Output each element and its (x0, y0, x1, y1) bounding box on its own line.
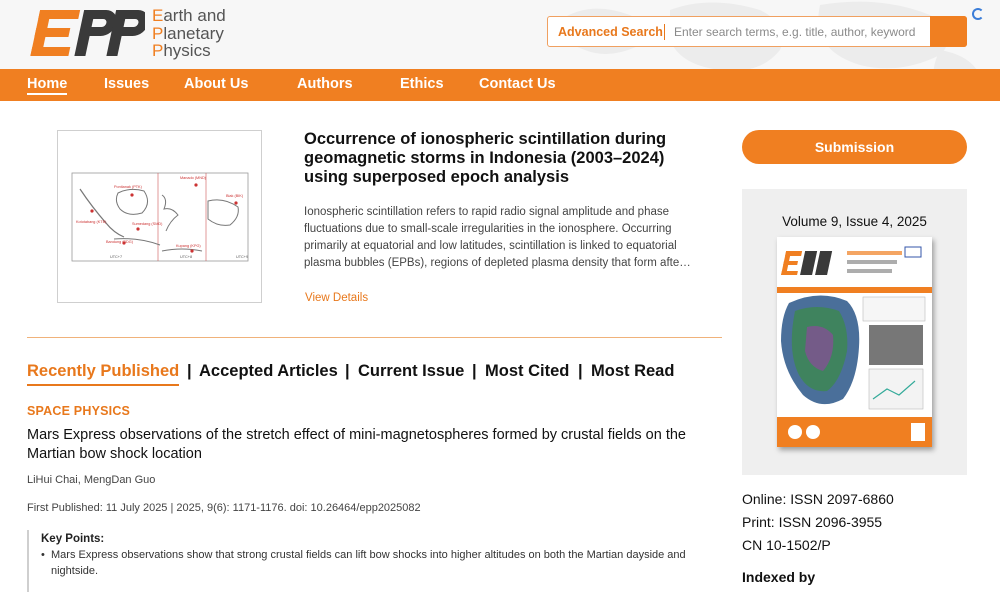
tab-accepted-articles[interactable]: Accepted Articles (199, 362, 338, 380)
logo-mark-text: EPP (49, 40, 52, 41)
tab-separator: | (578, 362, 583, 380)
nav-about-us[interactable]: About Us (184, 76, 249, 92)
map-label: UTC+8 (180, 255, 193, 259)
online-issn: Online: ISSN 2097-6860 (742, 491, 894, 507)
key-point-item: • Mars Express observations show that strong crustal fields can lift bow shocks into higher altitudes on both the Martian dayside and nightside. (41, 547, 701, 579)
section-divider (27, 337, 722, 338)
cn-number: CN 10-1502/P (742, 537, 831, 553)
tab-most-cited[interactable]: Most Cited (485, 362, 570, 380)
map-label: Biak (BIK) (226, 194, 244, 198)
search-input[interactable] (674, 23, 924, 41)
map-label: UTC+9 (236, 255, 249, 259)
tab-recently-published[interactable]: Recently Published (27, 362, 179, 386)
tab-separator: | (472, 362, 477, 380)
tab-separator: | (187, 362, 192, 380)
journal-name-line-2: Planetary (152, 23, 224, 43)
search-separator (664, 24, 665, 40)
submission-button[interactable]: Submission (742, 130, 967, 164)
nav-issues[interactable]: Issues (104, 76, 150, 92)
nav-contact-us[interactable]: Contact Us (479, 76, 556, 92)
loading-spinner-icon (972, 8, 984, 20)
search-icon (930, 16, 967, 47)
featured-article-figure[interactable] (57, 130, 262, 303)
issue-label: Volume 9, Issue 4, 2025 (782, 214, 927, 229)
journal-name[interactable] (152, 7, 226, 60)
indonesia-map-figure (58, 131, 263, 304)
journal-name-line-3: Physics (152, 41, 211, 60)
article-section-tag[interactable]: SPACE PHYSICS (27, 404, 131, 418)
view-details-link[interactable]: View Details (305, 292, 369, 304)
map-label: UTC+7 (110, 255, 123, 259)
article-title[interactable]: Mars Express observations of the stretch effect of mini-magnetospheres formed by crustal fields on the Martian bow shock location (27, 427, 686, 462)
article-meta: First Published: 11 July 2025 | 2025, 9(6): 1171-1176. doi: 10.26464/epp2025082 (27, 502, 421, 514)
indexed-by-heading: Indexed by (742, 569, 816, 585)
advanced-search-link[interactable]: Advanced Search (558, 25, 663, 39)
journal-name-line-1: Earth and (152, 6, 226, 25)
site-header (0, 0, 1000, 69)
tab-separator: | (345, 362, 350, 380)
nav-ethics[interactable]: Ethics (400, 76, 444, 92)
featured-article-abstract: Ionospheric scintillation refers to rapid radio signal amplitude and phase fluctuations due to small-scale irregularities in the ionosphere. Occurring primarily at equatorial and low latitudes, scintillation is linked to equatorial plasma bubbles (EPBs), regions of depleted plasma density that form afte… (304, 206, 691, 269)
cover-artwork (777, 237, 932, 447)
current-issue-box (742, 189, 967, 475)
article-authors: LiHui Chai, MengDan Guo (27, 474, 156, 486)
epp-logo[interactable] (27, 6, 145, 60)
nav-authors[interactable]: Authors (297, 76, 353, 92)
map-label: Kupang (KPG) (176, 244, 201, 248)
map-label: Bandung (BDG) (106, 240, 134, 244)
tab-most-read[interactable]: Most Read (591, 362, 675, 380)
main-nav (0, 69, 1000, 101)
print-issn: Print: ISSN 2096-3955 (742, 514, 883, 530)
featured-article-title[interactable]: Occurrence of ionospheric scintillation during geomagnetic storms in Indonesia (2003–2024) using superposed epoch analysis (304, 130, 667, 186)
map-label: Kototabang (KTB) (76, 220, 107, 224)
nav-home[interactable]: Home (27, 76, 67, 95)
map-label: Pontianak (PTK) (114, 185, 142, 189)
map-label: Manado (MND) (180, 176, 206, 180)
map-label: Sumedang (SMD) (132, 222, 163, 226)
key-points-heading: Key Points: (41, 533, 105, 545)
search-button[interactable] (930, 16, 967, 47)
journal-cover-image[interactable] (777, 237, 932, 447)
key-points-box (27, 530, 717, 592)
search-box (547, 16, 967, 47)
tab-current-issue[interactable]: Current Issue (358, 362, 465, 380)
